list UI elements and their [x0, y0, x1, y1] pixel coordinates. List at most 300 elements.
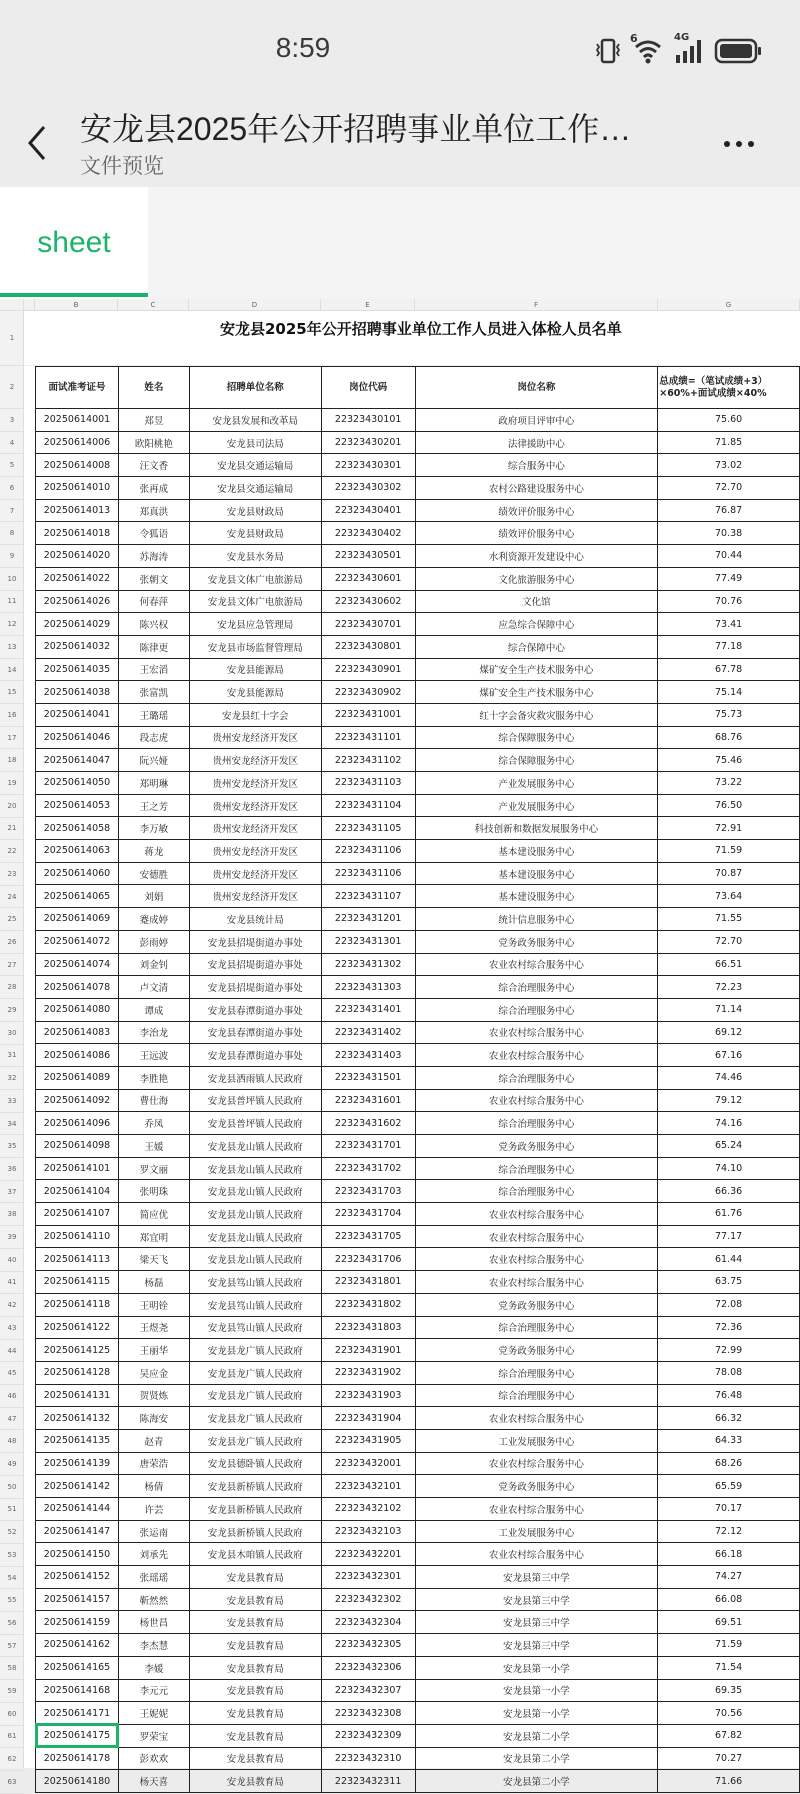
cell-post-name[interactable]: 综合治理服务中心: [415, 976, 658, 999]
cell-unit[interactable]: 安龙县招堤街道办事处: [189, 953, 321, 976]
cell-name[interactable]: 杨世昌: [118, 1611, 189, 1634]
cell-unit[interactable]: 安龙县红十字会: [189, 703, 321, 726]
cell-name[interactable]: 许芸: [118, 1498, 189, 1521]
cell-unit[interactable]: 安龙县财政局: [189, 499, 321, 522]
cell-unit[interactable]: 安龙县招堤街道办事处: [189, 976, 321, 999]
cell-name[interactable]: 罗荣宝: [118, 1724, 189, 1747]
cell-unit[interactable]: 安龙县教育局: [189, 1724, 321, 1747]
cell-exam-id[interactable]: 20250614083: [36, 1021, 119, 1044]
row-number[interactable]: 14: [0, 659, 24, 682]
row-number[interactable]: 20: [0, 795, 24, 818]
cell-post-name[interactable]: 综合保障中心: [415, 635, 658, 658]
cell-name[interactable]: 陈海安: [118, 1407, 189, 1430]
row-number[interactable]: 15: [0, 681, 24, 704]
cell-unit[interactable]: 安龙县春潭街道办事处: [189, 1044, 321, 1067]
cell-name[interactable]: 张明珠: [118, 1180, 189, 1203]
cell-name[interactable]: 李胜艳: [118, 1066, 189, 1089]
cell-unit[interactable]: 安龙县德卧镇人民政府: [189, 1452, 321, 1475]
row-number[interactable]: 11: [0, 591, 24, 614]
cell-exam-id[interactable]: 20250614008: [36, 454, 119, 477]
cell-unit[interactable]: 安龙县新桥镇人民政府: [189, 1498, 321, 1521]
cell-total-score[interactable]: 61.44: [658, 1248, 800, 1271]
cell-post-name[interactable]: 煤矿安全生产技术服务中心: [415, 681, 658, 704]
cell-name[interactable]: 杨磊: [118, 1271, 189, 1294]
cell-exam-id[interactable]: 20250614139: [36, 1452, 119, 1475]
row-number[interactable]: 35: [0, 1135, 24, 1158]
cell-post-code[interactable]: 22323431301: [321, 930, 415, 953]
cell-total-score[interactable]: 77.17: [658, 1225, 800, 1248]
cell-unit[interactable]: 安龙县教育局: [189, 1770, 321, 1793]
cell-name[interactable]: 杨天喜: [118, 1770, 189, 1793]
cell-exam-id[interactable]: 20250614165: [36, 1656, 119, 1679]
cell-post-code[interactable]: 22323432001: [321, 1452, 415, 1475]
cell-unit[interactable]: 安龙县统计局: [189, 908, 321, 931]
cell-post-code[interactable]: 22323430901: [321, 658, 415, 681]
cell-post-name[interactable]: 党务政务服务中心: [415, 1135, 658, 1158]
row-number[interactable]: 18: [0, 750, 24, 773]
header-cell-name[interactable]: 姓名: [118, 367, 189, 409]
cell-post-code[interactable]: 22323431701: [321, 1135, 415, 1158]
cell-post-name[interactable]: 文化馆: [415, 590, 658, 613]
cell-exam-id[interactable]: 20250614065: [36, 885, 119, 908]
cell-post-code[interactable]: 22323431905: [321, 1429, 415, 1452]
cell-post-name[interactable]: 安龙县第三中学: [415, 1566, 658, 1589]
cell-post-name[interactable]: 农业农村综合服务中心: [415, 1248, 658, 1271]
cell-total-score[interactable]: 71.14: [658, 998, 800, 1021]
cell-total-score[interactable]: 72.70: [658, 930, 800, 953]
cell-total-score[interactable]: 66.18: [658, 1543, 800, 1566]
cell-post-code[interactable]: 22323432308: [321, 1702, 415, 1725]
cell-post-code[interactable]: 22323431105: [321, 817, 415, 840]
cell-exam-id[interactable]: 20250614029: [36, 613, 119, 636]
cell-unit[interactable]: 安龙县教育局: [189, 1679, 321, 1702]
cell-unit[interactable]: 贵州安龙经济开发区: [189, 862, 321, 885]
cell-exam-id[interactable]: 20250614096: [36, 1112, 119, 1135]
cell-exam-id[interactable]: 20250614035: [36, 658, 119, 681]
cell-total-score[interactable]: 71.59: [658, 840, 800, 863]
cell-name[interactable]: 张运南: [118, 1520, 189, 1543]
cell-name[interactable]: 张瑶瑶: [118, 1566, 189, 1589]
cell-name[interactable]: 唐荣浩: [118, 1452, 189, 1475]
cell-unit[interactable]: 安龙县交通运输局: [189, 454, 321, 477]
cell-post-name[interactable]: 党务政务服务中心: [415, 930, 658, 953]
row-number[interactable]: 30: [0, 1022, 24, 1045]
cell-name[interactable]: 李治龙: [118, 1021, 189, 1044]
cell-name[interactable]: 李杰慧: [118, 1634, 189, 1657]
cell-post-name[interactable]: 政府项目评审中心: [415, 409, 658, 432]
cell-exam-id[interactable]: 20250614022: [36, 567, 119, 590]
cell-exam-id[interactable]: 20250614020: [36, 545, 119, 568]
cell-unit[interactable]: 贵州安龙经济开发区: [189, 817, 321, 840]
cell-post-code[interactable]: 22323432103: [321, 1520, 415, 1543]
cell-unit[interactable]: 安龙县龙广镇人民政府: [189, 1361, 321, 1384]
cell-unit[interactable]: 安龙县笃山镇人民政府: [189, 1293, 321, 1316]
cell-total-score[interactable]: 73.41: [658, 613, 800, 636]
cell-name[interactable]: 赵青: [118, 1429, 189, 1452]
cell-exam-id[interactable]: 20250614115: [36, 1271, 119, 1294]
cell-post-name[interactable]: 农业农村综合服务中心: [415, 1452, 658, 1475]
cell-unit[interactable]: 安龙县发展和改革局: [189, 409, 321, 432]
row-number[interactable]: 7: [0, 500, 24, 523]
cell-total-score[interactable]: 66.32: [658, 1407, 800, 1430]
cell-post-code[interactable]: 22323431601: [321, 1089, 415, 1112]
cell-post-name[interactable]: 农业农村综合服务中心: [415, 1225, 658, 1248]
cell-post-name[interactable]: 农村公路建设服务中心: [415, 477, 658, 500]
cell-exam-id[interactable]: 20250614050: [36, 772, 119, 795]
cell-unit[interactable]: 安龙县木咱镇人民政府: [189, 1543, 321, 1566]
cell-post-name[interactable]: 综合保障服务中心: [415, 749, 658, 772]
row-number[interactable]: 8: [0, 523, 24, 546]
row-number[interactable]: 17: [0, 727, 24, 750]
cell-name[interactable]: 王丽华: [118, 1339, 189, 1362]
cell-name[interactable]: 欧阳桃艳: [118, 431, 189, 454]
cell-exam-id[interactable]: 20250614063: [36, 840, 119, 863]
cell-exam-id[interactable]: 20250614072: [36, 930, 119, 953]
cell-post-name[interactable]: 综合治理服务中心: [415, 998, 658, 1021]
cell-exam-id[interactable]: 20250614147: [36, 1520, 119, 1543]
cell-post-code[interactable]: 22323430402: [321, 522, 415, 545]
cell-total-score[interactable]: 73.22: [658, 772, 800, 795]
cell-unit[interactable]: 安龙县普坪镇人民政府: [189, 1089, 321, 1112]
cell-name[interactable]: 王媛: [118, 1135, 189, 1158]
cell-unit[interactable]: 安龙县龙广镇人民政府: [189, 1339, 321, 1362]
cell-name[interactable]: 陈兴权: [118, 613, 189, 636]
cell-name[interactable]: 靳然然: [118, 1588, 189, 1611]
cell-unit[interactable]: 安龙县水务局: [189, 545, 321, 568]
row-number[interactable]: 53: [0, 1544, 24, 1567]
cell-unit[interactable]: 安龙县普坪镇人民政府: [189, 1112, 321, 1135]
cell-post-code[interactable]: 22323431703: [321, 1180, 415, 1203]
row-number[interactable]: 21: [0, 818, 24, 841]
cell-total-score[interactable]: 67.78: [658, 658, 800, 681]
more-button[interactable]: [724, 134, 764, 154]
cell-exam-id[interactable]: 20250614058: [36, 817, 119, 840]
row-number[interactable]: 9: [0, 545, 24, 568]
row-number[interactable]: 58: [0, 1658, 24, 1681]
cell-name[interactable]: 彭欢欢: [118, 1747, 189, 1770]
cell-total-score[interactable]: 75.73: [658, 703, 800, 726]
cell-total-score[interactable]: 66.08: [658, 1588, 800, 1611]
cell-post-code[interactable]: 22323431803: [321, 1316, 415, 1339]
cell-name[interactable]: 李媛: [118, 1656, 189, 1679]
row-number[interactable]: 57: [0, 1635, 24, 1658]
row-number[interactable]: 5: [0, 454, 24, 477]
cell-post-name[interactable]: 农业农村综合服务中心: [415, 953, 658, 976]
tab-sheet[interactable]: [0, 187, 148, 299]
cell-name[interactable]: 刘金钊: [118, 953, 189, 976]
cell-post-name[interactable]: 统计信息服务中心: [415, 908, 658, 931]
row-number[interactable]: 31: [0, 1045, 24, 1068]
cell-total-score[interactable]: 72.23: [658, 976, 800, 999]
header-cell-exam-id[interactable]: 面试准考证号: [36, 367, 119, 409]
cell-post-name[interactable]: 基本建设服务中心: [415, 862, 658, 885]
cell-post-name[interactable]: 农业农村综合服务中心: [415, 1089, 658, 1112]
row-number[interactable]: 47: [0, 1408, 24, 1431]
row-number[interactable]: 26: [0, 931, 24, 954]
cell-unit[interactable]: 安龙县龙山镇人民政府: [189, 1225, 321, 1248]
cell-post-code[interactable]: 22323432310: [321, 1747, 415, 1770]
cell-post-name[interactable]: 综合治理服务中心: [415, 1066, 658, 1089]
cell-total-score[interactable]: 74.16: [658, 1112, 800, 1135]
row-number[interactable]: 27: [0, 954, 24, 977]
row-number[interactable]: 51: [0, 1499, 24, 1522]
cell-exam-id[interactable]: 20250614142: [36, 1475, 119, 1498]
cell-name[interactable]: 郑昱: [118, 409, 189, 432]
row-number[interactable]: 49: [0, 1453, 24, 1476]
row-number[interactable]: 12: [0, 613, 24, 636]
cell-total-score[interactable]: 61.76: [658, 1203, 800, 1226]
row-number[interactable]: 13: [0, 636, 24, 659]
cell-post-name[interactable]: 综合保障服务中心: [415, 726, 658, 749]
cell-total-score[interactable]: 70.56: [658, 1702, 800, 1725]
row-number[interactable]: 45: [0, 1362, 24, 1385]
cell-unit[interactable]: 贵州安龙经济开发区: [189, 772, 321, 795]
cell-exam-id[interactable]: 20250614074: [36, 953, 119, 976]
cell-unit[interactable]: 安龙县龙山镇人民政府: [189, 1135, 321, 1158]
row-number[interactable]: 56: [0, 1612, 24, 1635]
cell-post-code[interactable]: 22323431103: [321, 772, 415, 795]
cell-name[interactable]: 张朝文: [118, 567, 189, 590]
cell-name[interactable]: 王明铨: [118, 1293, 189, 1316]
cell-name[interactable]: 令狐语: [118, 522, 189, 545]
row-number[interactable]: 46: [0, 1385, 24, 1408]
cell-name[interactable]: 乔凤: [118, 1112, 189, 1135]
cell-unit[interactable]: 安龙县文体广电旅游局: [189, 590, 321, 613]
header-cell-total-score[interactable]: 总成绩=（笔试成绩+3）×60%+面试成绩×40%: [658, 367, 800, 409]
row-number[interactable]: 43: [0, 1317, 24, 1340]
cell-post-code[interactable]: 22323431903: [321, 1384, 415, 1407]
cell-exam-id[interactable]: 20250614131: [36, 1384, 119, 1407]
cell-total-score[interactable]: 69.12: [658, 1021, 800, 1044]
cell-post-code[interactable]: 22323431904: [321, 1407, 415, 1430]
cell-unit[interactable]: 安龙县洒雨镇人民政府: [189, 1066, 321, 1089]
cell-name[interactable]: 谭成: [118, 998, 189, 1021]
cell-exam-id[interactable]: 20250614018: [36, 522, 119, 545]
row-number[interactable]: 10: [0, 568, 24, 591]
cell-total-score[interactable]: 70.38: [658, 522, 800, 545]
cell-post-name[interactable]: 水利资源开发建设中心: [415, 545, 658, 568]
cell-total-score[interactable]: 70.87: [658, 862, 800, 885]
cell-post-name[interactable]: 安龙县第一小学: [415, 1679, 658, 1702]
cell-total-score[interactable]: 74.10: [658, 1157, 800, 1180]
cell-total-score[interactable]: 78.08: [658, 1361, 800, 1384]
cell-post-code[interactable]: 22323431201: [321, 908, 415, 931]
cell-total-score[interactable]: 76.50: [658, 794, 800, 817]
cell-unit[interactable]: 贵州安龙经济开发区: [189, 726, 321, 749]
cell-unit[interactable]: 安龙县财政局: [189, 522, 321, 545]
cell-post-name[interactable]: 农业农村综合服务中心: [415, 1021, 658, 1044]
cell-name[interactable]: 郑明琳: [118, 772, 189, 795]
cell-total-score[interactable]: 74.46: [658, 1066, 800, 1089]
row-number[interactable]: 16: [0, 704, 24, 727]
cell-name[interactable]: 彭雨婷: [118, 930, 189, 953]
row-number[interactable]: 60: [0, 1703, 24, 1726]
cell-unit[interactable]: 贵州安龙经济开发区: [189, 794, 321, 817]
cell-name[interactable]: 王璐瑶: [118, 703, 189, 726]
cell-post-name[interactable]: 安龙县第三中学: [415, 1588, 658, 1611]
cell-total-score[interactable]: 70.27: [658, 1747, 800, 1770]
column-header-e[interactable]: E: [321, 299, 415, 311]
row-number[interactable]: 61: [0, 1726, 24, 1749]
cell-post-code[interactable]: 22323430401: [321, 499, 415, 522]
row-number[interactable]: 59: [0, 1680, 24, 1703]
cell-exam-id[interactable]: 20250614006: [36, 431, 119, 454]
cell-post-code[interactable]: 22323430501: [321, 545, 415, 568]
cell-exam-id[interactable]: 20250614041: [36, 703, 119, 726]
cell-total-score[interactable]: 73.02: [658, 454, 800, 477]
cell-post-code[interactable]: 22323431902: [321, 1361, 415, 1384]
cell-exam-id[interactable]: 20250614086: [36, 1044, 119, 1067]
cell-total-score[interactable]: 72.70: [658, 477, 800, 500]
cell-post-code[interactable]: 22323430701: [321, 613, 415, 636]
cell-total-score[interactable]: 72.08: [658, 1293, 800, 1316]
cell-unit[interactable]: 安龙县教育局: [189, 1611, 321, 1634]
cell-exam-id[interactable]: 20250614118: [36, 1293, 119, 1316]
row-number[interactable]: 23: [0, 863, 24, 886]
cell-unit[interactable]: 安龙县教育局: [189, 1702, 321, 1725]
cell-post-code[interactable]: 22323431403: [321, 1044, 415, 1067]
cell-name[interactable]: 刘娟: [118, 885, 189, 908]
cell-total-score[interactable]: 67.16: [658, 1044, 800, 1067]
cell-post-name[interactable]: 农业农村综合服务中心: [415, 1498, 658, 1521]
cell-unit[interactable]: 安龙县春潭街道办事处: [189, 998, 321, 1021]
row-number[interactable]: 1: [0, 311, 24, 366]
cell-post-code[interactable]: 22323432302: [321, 1588, 415, 1611]
cell-unit[interactable]: 安龙县新桥镇人民政府: [189, 1475, 321, 1498]
cell-total-score[interactable]: 71.55: [658, 908, 800, 931]
cell-unit[interactable]: 安龙县文体广电旅游局: [189, 567, 321, 590]
cell-post-code[interactable]: 22323432305: [321, 1634, 415, 1657]
cell-unit[interactable]: 安龙县教育局: [189, 1566, 321, 1589]
cell-exam-id[interactable]: 20250614069: [36, 908, 119, 931]
cell-exam-id[interactable]: 20250614101: [36, 1157, 119, 1180]
cell-unit[interactable]: 安龙县能源局: [189, 658, 321, 681]
cell-post-name[interactable]: 综合治理服务中心: [415, 1384, 658, 1407]
cell-unit[interactable]: 安龙县龙广镇人民政府: [189, 1407, 321, 1430]
cell-total-score[interactable]: 71.66: [658, 1770, 800, 1793]
row-number[interactable]: 28: [0, 977, 24, 1000]
cell-unit[interactable]: 安龙县应急管理局: [189, 613, 321, 636]
cell-exam-id[interactable]: 20250614132: [36, 1407, 119, 1430]
cell-total-score[interactable]: 69.51: [658, 1611, 800, 1634]
cell-post-code[interactable]: 22323432309: [321, 1724, 415, 1747]
cell-exam-id[interactable]: 20250614152: [36, 1566, 119, 1589]
cell-name[interactable]: 陈律更: [118, 635, 189, 658]
cell-post-name[interactable]: 农业农村综合服务中心: [415, 1203, 658, 1226]
cell-exam-id[interactable]: 20250614110: [36, 1225, 119, 1248]
cell-post-name[interactable]: 党务政务服务中心: [415, 1475, 658, 1498]
cell-total-score[interactable]: 66.51: [658, 953, 800, 976]
cell-unit[interactable]: 安龙县能源局: [189, 681, 321, 704]
cell-post-code[interactable]: 22323431106: [321, 840, 415, 863]
cell-unit[interactable]: 安龙县笃山镇人民政府: [189, 1316, 321, 1339]
cell-post-code[interactable]: 22323431705: [321, 1225, 415, 1248]
cell-total-score[interactable]: 72.36: [658, 1316, 800, 1339]
cell-post-name[interactable]: 综合治理服务中心: [415, 1112, 658, 1135]
cell-post-code[interactable]: 22323431302: [321, 953, 415, 976]
column-header-d[interactable]: D: [189, 299, 321, 311]
cell-post-code[interactable]: 22323431104: [321, 794, 415, 817]
row-number[interactable]: 44: [0, 1340, 24, 1363]
cell-post-code[interactable]: 22323431706: [321, 1248, 415, 1271]
cell-post-name[interactable]: 应急综合保障中心: [415, 613, 658, 636]
cell-post-code[interactable]: 22323430301: [321, 454, 415, 477]
cell-name[interactable]: 李元元: [118, 1679, 189, 1702]
cell-post-code[interactable]: 22323431501: [321, 1066, 415, 1089]
cell-total-score[interactable]: 65.59: [658, 1475, 800, 1498]
cell-post-name[interactable]: 文化旅游服务中心: [415, 567, 658, 590]
cell-post-name[interactable]: 党务政务服务中心: [415, 1293, 658, 1316]
cell-post-name[interactable]: 红十字会备灾救灾服务中心: [415, 703, 658, 726]
row-number[interactable]: 41: [0, 1272, 24, 1295]
cell-total-score[interactable]: 75.14: [658, 681, 800, 704]
cell-unit[interactable]: 贵州安龙经济开发区: [189, 885, 321, 908]
row-number[interactable]: 34: [0, 1113, 24, 1136]
cell-unit[interactable]: 安龙县教育局: [189, 1588, 321, 1611]
cell-unit[interactable]: 安龙县教育局: [189, 1656, 321, 1679]
cell-post-code[interactable]: 22323432307: [321, 1679, 415, 1702]
cell-post-name[interactable]: 安龙县第二小学: [415, 1747, 658, 1770]
row-number[interactable]: 32: [0, 1067, 24, 1090]
cell-exam-id[interactable]: 20250614046: [36, 726, 119, 749]
row-number[interactable]: 3: [0, 409, 24, 432]
cell-unit[interactable]: 安龙县市场监督管理局: [189, 635, 321, 658]
cell-post-name[interactable]: 党务政务服务中心: [415, 1339, 658, 1362]
row-number[interactable]: 42: [0, 1294, 24, 1317]
column-header-g[interactable]: G: [658, 299, 800, 311]
cell-name[interactable]: 李万敏: [118, 817, 189, 840]
cell-post-code[interactable]: 22323431801: [321, 1271, 415, 1294]
corner-cell[interactable]: [0, 299, 24, 311]
cell-post-name[interactable]: 安龙县第一小学: [415, 1656, 658, 1679]
cell-post-name[interactable]: 绩效评价服务中心: [415, 522, 658, 545]
column-header-b[interactable]: B: [35, 299, 118, 311]
cell-exam-id[interactable]: 20250614159: [36, 1611, 119, 1634]
cell-name[interactable]: 王宏滔: [118, 658, 189, 681]
cell-post-name[interactable]: 安龙县第三中学: [415, 1611, 658, 1634]
cell-unit[interactable]: 贵州安龙经济开发区: [189, 840, 321, 863]
cell-total-score[interactable]: 72.99: [658, 1339, 800, 1362]
cell-post-name[interactable]: 工业发展服务中心: [415, 1520, 658, 1543]
cell-total-score[interactable]: 71.59: [658, 1634, 800, 1657]
cell-total-score[interactable]: 76.87: [658, 499, 800, 522]
row-number[interactable]: 19: [0, 772, 24, 795]
cell-post-code[interactable]: 22323430602: [321, 590, 415, 613]
cell-unit[interactable]: 安龙县龙广镇人民政府: [189, 1384, 321, 1407]
cell-post-code[interactable]: 22323432311: [321, 1770, 415, 1793]
cell-exam-id[interactable]: 20250614078: [36, 976, 119, 999]
row-number[interactable]: 52: [0, 1521, 24, 1544]
cell-name[interactable]: 蹇成婷: [118, 908, 189, 931]
cell-total-score[interactable]: 68.26: [658, 1452, 800, 1475]
cell-post-name[interactable]: 农业农村综合服务中心: [415, 1271, 658, 1294]
cell-total-score[interactable]: 70.17: [658, 1498, 800, 1521]
cell-total-score[interactable]: 79.12: [658, 1089, 800, 1112]
cell-exam-id[interactable]: 20250614125: [36, 1339, 119, 1362]
cell-exam-id[interactable]: 20250614157: [36, 1588, 119, 1611]
cell-unit[interactable]: 安龙县招堤街道办事处: [189, 930, 321, 953]
cell-name[interactable]: 王之芳: [118, 794, 189, 817]
row-number[interactable]: 22: [0, 840, 24, 863]
cell-exam-id[interactable]: 20250614013: [36, 499, 119, 522]
cell-post-code[interactable]: 22323432102: [321, 1498, 415, 1521]
cell-exam-id[interactable]: 20250614092: [36, 1089, 119, 1112]
cell-name[interactable]: 张再成: [118, 477, 189, 500]
cell-post-name[interactable]: 农业农村综合服务中心: [415, 1044, 658, 1067]
cell-unit[interactable]: 安龙县司法局: [189, 431, 321, 454]
cell-unit[interactable]: 安龙县教育局: [189, 1634, 321, 1657]
cell-unit[interactable]: 安龙县新桥镇人民政府: [189, 1520, 321, 1543]
